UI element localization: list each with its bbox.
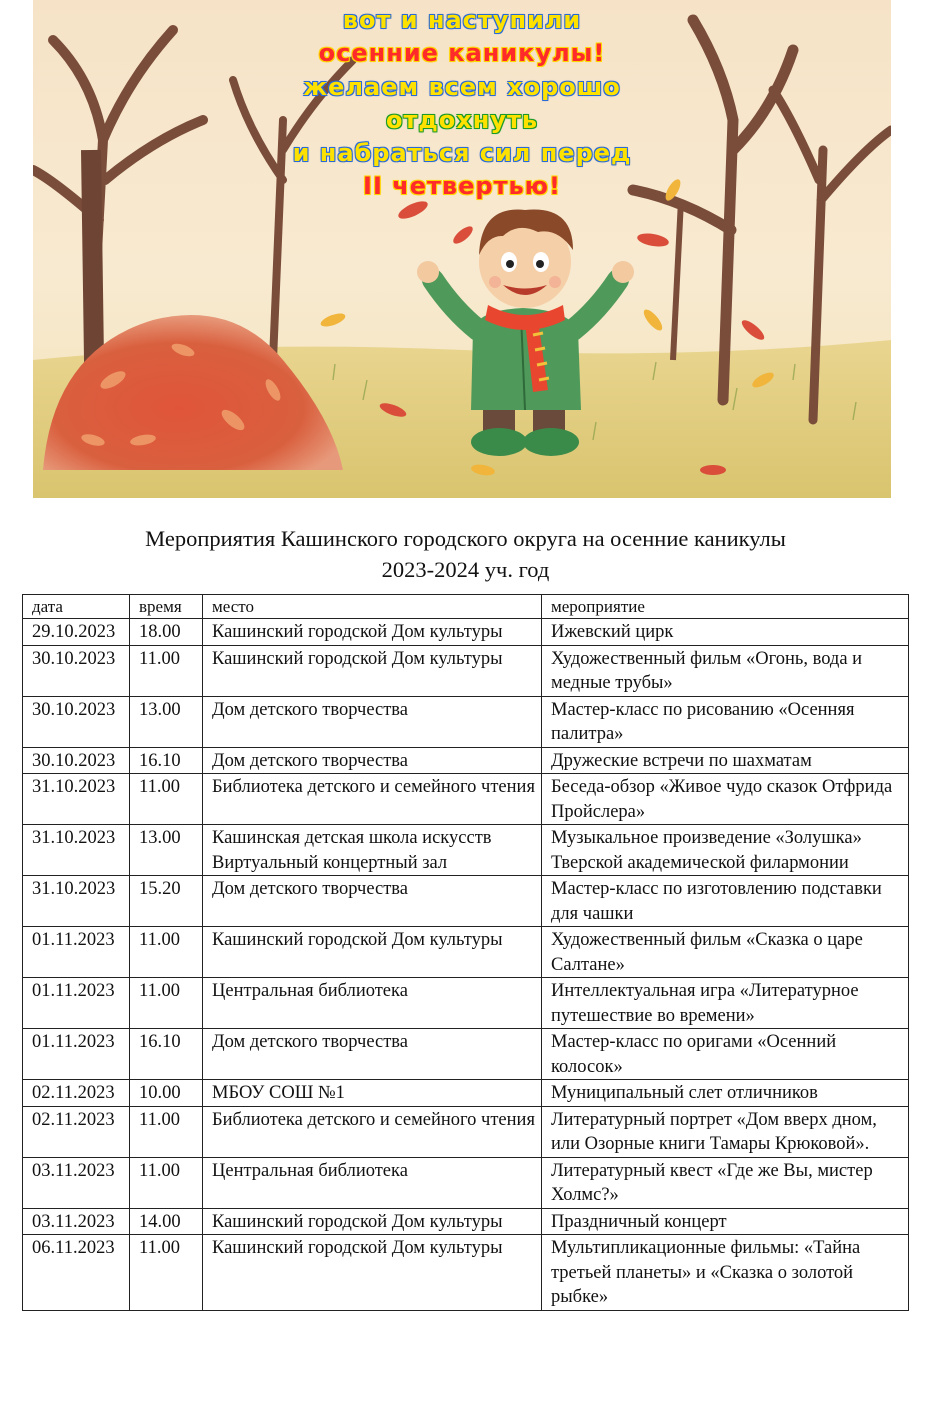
cell-event: Беседа-обзор «Живое чудо сказок Отфрида Пройслера» (542, 774, 909, 825)
banner-line-6: II четвертью! (363, 172, 561, 200)
cell-event: Мастер-класс по рисованию «Осенняя палитра» (542, 696, 909, 747)
cell-event: Художественный фильм «Огонь, вода и медные трубы» (542, 645, 909, 696)
cell-date: 02.11.2023 (23, 1080, 130, 1107)
cell-place: Дом детского творчества (203, 747, 542, 774)
table-header-row (23, 595, 909, 619)
cell-event: Мастер-класс по оригами «Осенний колосок» (542, 1029, 909, 1080)
table-row (23, 619, 909, 646)
table-row (23, 1208, 909, 1235)
cell-time: 13.00 (130, 825, 203, 876)
table-row (23, 1029, 909, 1080)
cell-place: Центральная библиотека (203, 1157, 542, 1208)
cell-event: Мастер-класс по изготовлению подставки для чашки (542, 876, 909, 927)
table-row (23, 645, 909, 696)
cell-time: 11.00 (130, 774, 203, 825)
cell-time: 10.00 (130, 1080, 203, 1107)
cell-place: Дом детского творчества (203, 1029, 542, 1080)
header-time: время (130, 595, 203, 619)
table-row (23, 1157, 909, 1208)
banner-line-4: отдохнуть (385, 106, 539, 134)
cell-date: 30.10.2023 (23, 696, 130, 747)
cell-place: Кашинский городской Дом культуры (203, 1235, 542, 1311)
table-row (23, 696, 909, 747)
header-date: дата (23, 595, 130, 619)
cell-time: 11.00 (130, 1106, 203, 1157)
cell-place: Кашинский городской Дом культуры (203, 645, 542, 696)
header-event: мероприятие (542, 595, 909, 619)
cell-time: 14.00 (130, 1208, 203, 1235)
table-row (23, 1235, 909, 1311)
cell-time: 11.00 (130, 927, 203, 978)
cell-place: Кашинская детская школа искусств Виртуальный концертный зал (203, 825, 542, 876)
cell-place: Библиотека детского и семейного чтения (203, 774, 542, 825)
banner-line-5: и набраться сил перед (292, 139, 632, 167)
cell-event: Художественный фильм «Сказка о царе Салтане» (542, 927, 909, 978)
cell-date: 01.11.2023 (23, 978, 130, 1029)
cell-event: Интеллектуальная игра «Литературное путешествие во времени» (542, 978, 909, 1029)
table-row (23, 1106, 909, 1157)
cell-place: Дом детского творчества (203, 876, 542, 927)
header-place: место (203, 595, 542, 619)
cell-event: Музыкальное произведение «Золушка» Тверской академической филармонии (542, 825, 909, 876)
cell-place: Кашинский городской Дом культуры (203, 619, 542, 646)
cell-place: Кашинский городской Дом культуры (203, 1208, 542, 1235)
cell-place: Дом детского творчества (203, 696, 542, 747)
cell-time: 16.10 (130, 1029, 203, 1080)
cell-date: 03.11.2023 (23, 1208, 130, 1235)
cell-time: 11.00 (130, 1235, 203, 1311)
cell-place: МБОУ СОШ №1 (203, 1080, 542, 1107)
cell-event: Праздничный концерт (542, 1208, 909, 1235)
cell-time: 11.00 (130, 978, 203, 1029)
cell-event: Муниципальный слет отличников (542, 1080, 909, 1107)
cell-date: 30.10.2023 (23, 645, 130, 696)
table-row (23, 1080, 909, 1107)
page-title (0, 523, 931, 585)
cell-date: 31.10.2023 (23, 825, 130, 876)
cell-time: 18.00 (130, 619, 203, 646)
cell-date: 01.11.2023 (23, 927, 130, 978)
table-row (23, 747, 909, 774)
title-line-1: Мероприятия Кашинского городского округа на осенние каникулы (145, 526, 786, 551)
banner-line-1: вот и наступили (342, 6, 582, 34)
cell-date: 30.10.2023 (23, 747, 130, 774)
cell-date: 29.10.2023 (23, 619, 130, 646)
cell-time: 15.20 (130, 876, 203, 927)
table-row (23, 927, 909, 978)
cell-time: 11.00 (130, 645, 203, 696)
cell-event: Мультипликационные фильмы: «Тайна третьей планеты» и «Сказка о золотой рыбке» (542, 1235, 909, 1311)
table-row (23, 774, 909, 825)
cell-event: Дружеские встречи по шахматам (542, 747, 909, 774)
cell-event: Литературный портрет «Дом вверх дном, или Озорные книги Тамары Крюковой». (542, 1106, 909, 1157)
cell-place: Центральная библиотека (203, 978, 542, 1029)
cell-date: 01.11.2023 (23, 1029, 130, 1080)
table-row (23, 978, 909, 1029)
cell-event: Литературный квест «Где же Вы, мистер Холмс?» (542, 1157, 909, 1208)
cell-time: 16.10 (130, 747, 203, 774)
banner-line-2: осенние каникулы! (318, 39, 606, 67)
cell-time: 13.00 (130, 696, 203, 747)
cell-date: 03.11.2023 (23, 1157, 130, 1208)
events-table (22, 594, 909, 1311)
cell-date: 02.11.2023 (23, 1106, 130, 1157)
cell-event: Ижевский цирк (542, 619, 909, 646)
cell-date: 31.10.2023 (23, 876, 130, 927)
cell-place: Кашинский городской Дом культуры (203, 927, 542, 978)
cell-date: 06.11.2023 (23, 1235, 130, 1311)
cell-date: 31.10.2023 (23, 774, 130, 825)
cell-place: Библиотека детского и семейного чтения (203, 1106, 542, 1157)
cell-time: 11.00 (130, 1157, 203, 1208)
table-row (23, 825, 909, 876)
autumn-holiday-banner (33, 0, 891, 498)
table-row (23, 876, 909, 927)
banner-line-3: желаем всем хорошо (303, 73, 621, 101)
table-body (23, 619, 909, 1311)
title-line-2: 2023-2024 уч. год (381, 557, 550, 582)
